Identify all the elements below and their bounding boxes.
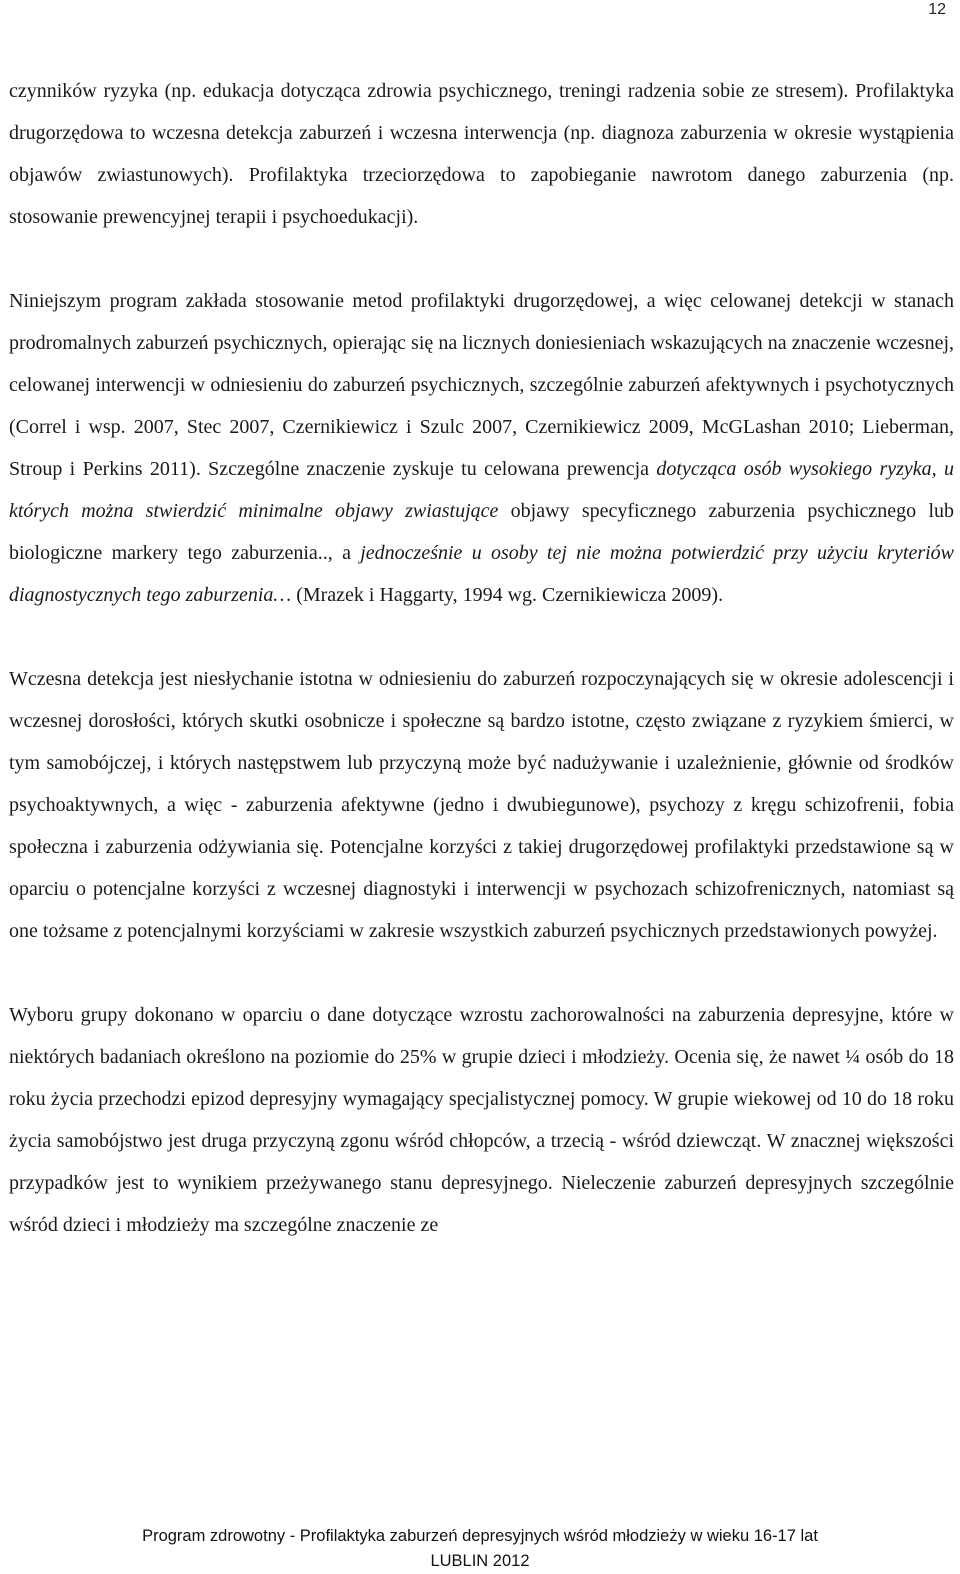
page-footer bbox=[0, 1524, 960, 1574]
paragraph-program-assumptions bbox=[9, 280, 954, 616]
italic-quote: jednocześnie u osoby tej nie można potwierdzić przy użyciu kryteriów diagnostycznych tego zaburzenia… bbox=[9, 542, 954, 606]
paragraph-text: Niniejszym program zakłada stosowanie metod profilaktyki drugorzędowej, a więc celowanej detekcji w stanach prodromalnych zaburzeń psychicznych, opierając się na licznych doniesieniach wskazujących na znaczenie wczesnej, celowanej interwencji w odniesieniu do zaburzeń psychicznych, szczególnie zaburzeń afektywnych i psychotycznych (Correl i wsp. 2007, Stec 2007, Czernikiewicz i Szulc 2007, Czernikiewicz 2009, McGLashan 2010; Lieberman, Stroup i Perkins 2011). Szczególne znaczenie zyskuje tu celowana prewencja bbox=[9, 290, 954, 480]
document-body bbox=[9, 70, 954, 1246]
paragraph-early-detection: Wczesna detekcja jest niesłychanie istotna w odniesieniu do zaburzeń rozpoczynających się w okresie adolescencji i wczesnej dorosłości, których skutki osobnicze i społeczne są bardzo istotne, często związane z ryzykiem śmierci, w tym samobójczej, i których następstwem lub przyczyną może być nadużywanie i uzależnienie, głównie od środków psychoaktywnych, a więc - zaburzenia afektywne (jedno i dwubiegunowe), psychozy z kręgu schizofrenii, fobia społeczna i zaburzenia odżywiania się. Potencjalne korzyści z takiej drugorzędowej profilaktyki przedstawione są w oparciu o potencjalne korzyści z wczesnej diagnostyki i interwencji w psychozach schizofrenicznych, natomiast są one tożsame z potencjalnymi korzyściami w zakresie wszystkich zaburzeń psychicznych przedstawionych powyżej. bbox=[9, 668, 954, 942]
page-number: 12 bbox=[928, 1, 946, 18]
paragraph-group-selection: Wyboru grupy dokonano w oparciu o dane dotyczące wzrostu zachorowalności na zaburzenia depresyjne, które w niektórych badaniach określono na poziomie do 25% w grupie dzieci i młodzieży. Ocenia się, że nawet ¼ osób do 18 roku życia przechodzi epizod depresyjny wymagający specjalistycznej pomocy. W grupie wiekowej od 10 do 18 roku życia samobójstwo jest druga przyczyną zgonu wśród chłopców, a trzecią - wśród dziewcząt. W znacznej większości przypadków jest to wynikiem przeżywanego stanu depresyjnego. Nieleczenie zaburzeń depresyjnych szczególnie wśród dzieci i młodzieży ma szczególne znaczenie ze bbox=[9, 1004, 954, 1236]
footer-title: Program zdrowotny - Profilaktyka zaburzeń depresyjnych wśród młodzieży w wieku 16-17 lat bbox=[142, 1527, 818, 1545]
paragraph-text: objawy specyficznego zaburzenia psychicznego lub biologiczne markery tego zaburzenia.., a bbox=[9, 500, 954, 564]
paragraph-prevention-levels: czynników ryzyka (np. edukacja dotycząca zdrowia psychicznego, treningi radzenia sobie ze stresem). Profilaktyka drugorzędowa to wczesna detekcja zaburzeń i wczesna interwencja (np. diagnoza zaburzenia w okresie wystąpienia objawów zwiastunowych). Profilaktyka trzeciorzędowa to zapobieganie nawrotom danego zaburzenia (np. stosowanie prewencyjnej terapii i psychoedukacji). bbox=[9, 80, 954, 228]
footer-place-year: LUBLIN 2012 bbox=[430, 1552, 530, 1570]
paragraph-text: (Mrazek i Haggarty, 1994 wg. Czernikiewicza 2009). bbox=[291, 584, 724, 606]
italic-quote: dotycząca osób wysokiego ryzyka, u których można stwierdzić minimalne objawy zwiastujące bbox=[9, 458, 954, 522]
